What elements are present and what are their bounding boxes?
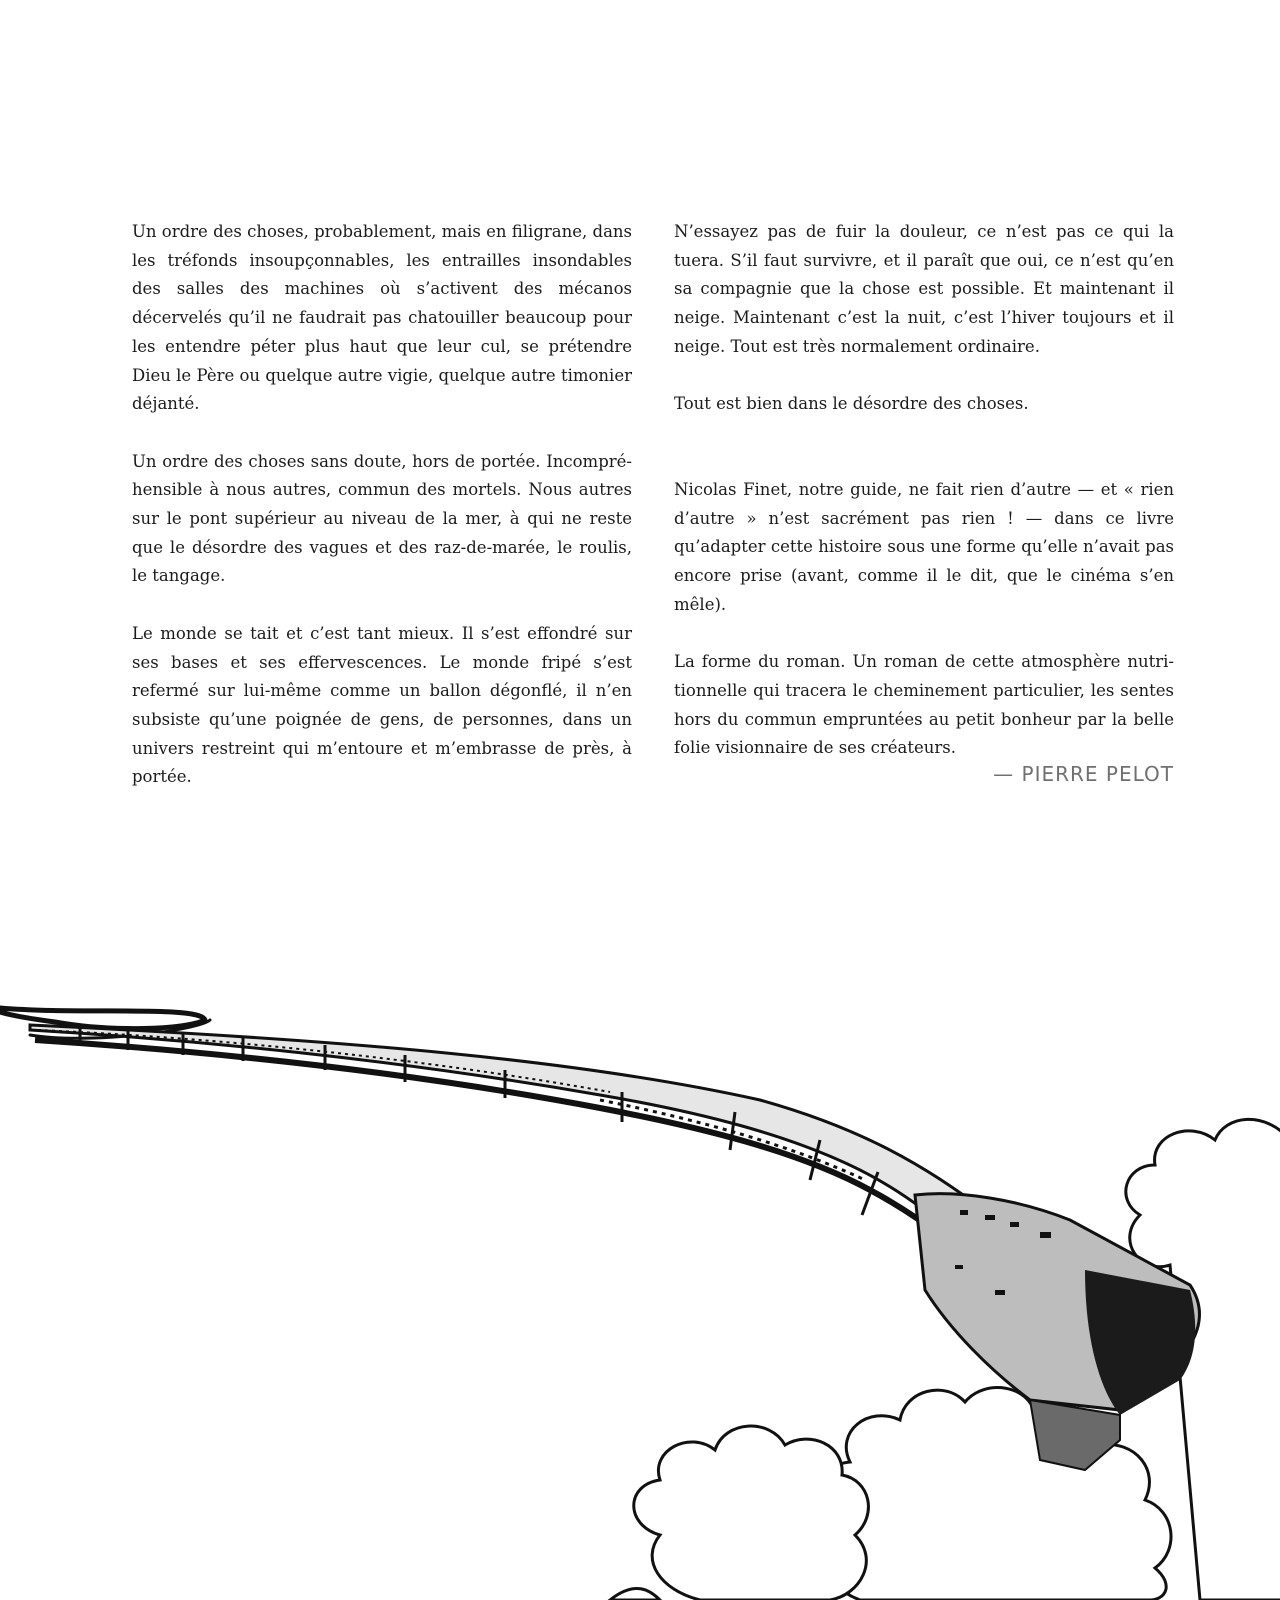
paragraph: Un ordre des choses, probablement, mais en filigrane, dans les tréfonds insoupçonnables, les entrailles insondables des salles des machines où s’activent des mécanos décervelés qu’il ne faudrait pas chatouiller beaucoup pour les entendre péter plus haut que leur cul, se prétendre Dieu le Père ou quelque autre vigie, quelque autre timonier déjanté. (132, 222, 632, 414)
paragraph: Un ordre des choses sans doute, hors de portée. Incompréhensible à nous autres, commun des mortels. Nous autres sur le pont supérieur au niveau de la mer, à qui ne reste que le désordre des vagues et des raz-de-marée, le roulis, le tangage. (132, 451, 632, 586)
paragraph: Tout est bien dans le désordre des choses. (674, 394, 1029, 414)
paragraph: Nicolas Finet, notre guide, ne fait rien d’autre — et « rien d’autre » n’est sacrément pas rien ! — dans ce livre qu’adapter cette histoire sous une forme qu’elle n’avait pas encore prise (avant, comme il le dit, que le cinéma s’en mêle). (674, 479, 1174, 614)
train-through-clouds-icon (0, 1000, 1280, 1600)
paragraph: Le monde se tait et c’est tant mieux. Il s’est effondré sur ses bases et ses effervescences. Le monde fripé s’est refermé sur lui-même comme un ballon dégonflé, il n’en subsiste qu’une poignée de gens, de personnes, dans un univers restreint qui m’entoure et m’embrasse de près, à portée. (132, 623, 632, 787)
right-column (674, 218, 1174, 798)
preface-text (132, 218, 1174, 798)
left-column (132, 218, 632, 798)
paragraph: La forme du roman. Un roman de cette atmosphère nutritionnelle qui tracera le cheminement particulier, les sentes hors du commun empruntées au petit bonheur par la belle folie visionnaire de ses créateurs. (674, 652, 1174, 758)
paragraph: N’essayez pas de fuir la douleur, ce n’est pas ce qui la tuera. S’il faut survivre, et il paraît que oui, ce n’est qu’en sa compagnie que la chose est possible. Et maintenant il neige. Maintenant c’est la nuit, c’est l’hiver toujours et il neige. Tout est très normalement ordinaire. (674, 222, 1174, 356)
author-signature: — PIERRE PELOT (993, 762, 1174, 786)
